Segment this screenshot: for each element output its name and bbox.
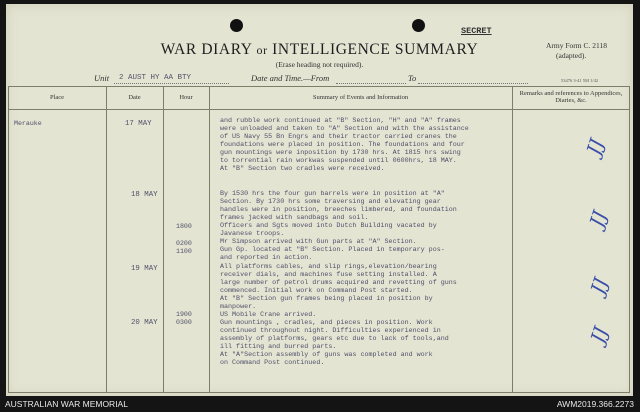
classification-stamp: SECRET [461,26,492,36]
handwritten-initials: JJ [582,136,609,158]
summary-line: manpower. [220,303,257,311]
diary-page [6,4,633,396]
summary-line: Section. By 1730 hrs some traversing and elevating gear [220,198,441,206]
unit-value: 2 AUST HY AA BTY [119,74,192,82]
hour-entry: 1800 [176,223,192,230]
datetime-label: Date and Time.—From [251,73,330,83]
form-number-text: Army Form C. 2118 [546,41,607,50]
summary-line: At "A"Section assembly of guns was completed and work [220,351,433,359]
form-adapted: (adapted). [556,51,587,60]
summary-line: assembly of platforms, gears etc due to lack of tools,and [220,335,449,343]
hour-entry: 0300 [176,319,192,326]
from-dotted-line [336,83,406,84]
col-header-date: Date [128,94,141,101]
unit-label: Unit [94,73,110,83]
col-header-remarks: Remarks and references to Appendices, Diaries, &c. [519,90,623,104]
date-entry: 20 MAY [131,319,158,327]
punch-hole-right [412,19,425,32]
summary-line: handles were in position, breeches limbered, and foundation [220,206,457,214]
col-header-summary: Summary of Events and Information [312,94,409,101]
summary-line: on Command Post continued. [220,359,325,367]
summary-line: continued throughout night. Difficulties experienced in [220,327,441,335]
summary-line: and reported in action. [220,254,313,262]
footer-institution: AUSTRALIAN WAR MEMORIAL [5,399,128,409]
form-number [546,41,607,61]
place-entry: Merauke [14,120,42,127]
summary-line: ill fitting and burred parts. [220,343,337,351]
summary-line: receiver dials, and machines fuse setting installed. A [220,271,437,279]
page-title [6,41,633,59]
summary-line: Gun mountings , cradles, and pieces in position. Work [220,319,433,327]
to-label: To [408,73,417,83]
col-header-place: Place [49,94,65,101]
printer-code: 53476 3-41 5M 1/42 [561,78,599,83]
hour-entry: 1100 [176,248,192,255]
handwritten-initials: JJ [586,275,613,297]
title-or: or [256,43,268,57]
summary-line: commenced. Initial work on Command Post started. [220,287,413,295]
date-entry: 19 MAY [131,265,158,273]
handwritten-initials: JJ [586,324,613,346]
date-entry: 17 MAY [125,120,152,128]
subtitle: (Erase heading not required). [275,60,364,69]
summary-line: At "B" Section two cradles were received. [220,165,385,173]
summary-line: Javanese troops. [220,230,285,238]
summary-line: were unloaded and taken to "A" Section and with the assistance [220,125,469,133]
table-right-rule [629,86,630,392]
summary-line: Mr Simpson arrived with Gun parts at "A" Section. [220,238,417,246]
summary-line: foundations were placed in position. The foundations and four [220,141,465,149]
summary-line: gun mountings were inposition by 1730 hrs. At 1815 hrs swing [220,149,461,157]
handwritten-initials: JJ [585,208,612,230]
hour-entry: 0200 [176,240,192,247]
table-bottom-rule [8,392,630,393]
summary-line: and rubble work continued at "B" Section, "H" and "A" frames [220,117,461,125]
date-entry: 18 MAY [131,191,158,199]
unit-dotted-line [114,83,229,84]
col-rule-hour [209,86,210,392]
summary-line: US Mobile Crane arrived. [220,311,317,319]
summary-line: large number of petrol drums acquired and revetting of guns [220,279,457,287]
summary-line: of US Navy 55 Bn Engrs and their tractor carried cranes the [220,133,457,141]
table-top-rule [8,86,630,87]
title-main: WAR DIARY [160,41,252,58]
col-rule-place [106,86,107,392]
summary-line: frames jacked with sandbags and soil. [220,214,369,222]
col-rule-date [163,86,164,392]
summary-line: By 1530 hrs the four gun barrels were in position at "A" [220,190,445,198]
to-dotted-line [418,83,528,84]
summary-line: All platforms cables, and slip rings,elevation/bearing [220,263,437,271]
col-header-hour: Hour [179,94,193,101]
footer-accession-number: AWM2019.366.2273 [556,399,634,409]
col-rule-summary [512,86,513,392]
summary-line: At "B" Section gun frames being placed in position by [220,295,433,303]
table-left-rule [8,86,9,392]
summary-line: Officers and Sgts moved into Dutch Building vacated by [220,222,437,230]
summary-line: to torrential rain workwas suspended until 0600hrs, 18 MAY. [220,157,457,165]
title-end: INTELLIGENCE SUMMARY [272,41,479,58]
hour-entry: 1900 [176,311,192,318]
table-header-rule [8,109,630,110]
summary-line: Gun Gp. located at "B" Section. Placed in temporary pos- [220,246,445,254]
punch-hole-left [230,19,243,32]
